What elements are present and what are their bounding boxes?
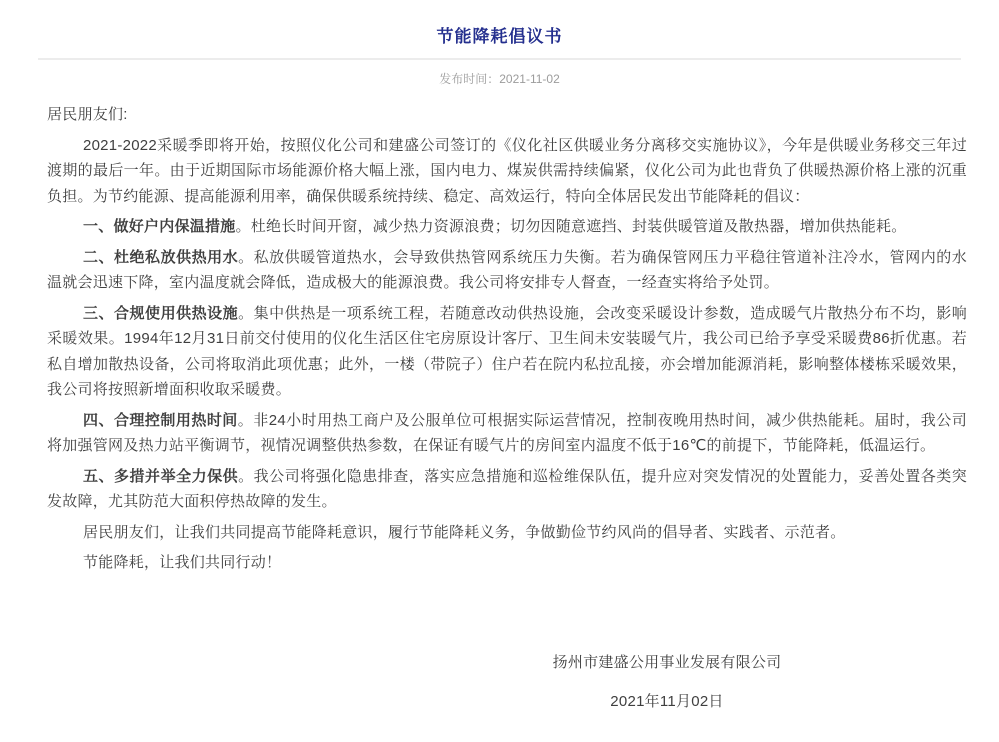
section-heading: 一、做好户内保温措施 <box>83 218 236 235</box>
publish-date-value: 2021-11-02 <box>499 72 560 86</box>
publish-date-row <box>0 72 999 87</box>
section-body: 。我公司将强化隐患排查，落实应急措施和巡检维保队伍，提升应对突发情况的处置能力，妥善处置各类突发故障，尤其防范大面积停热故障的发生。 <box>47 467 967 510</box>
section-paragraph <box>47 464 967 515</box>
section-paragraph <box>47 214 967 240</box>
article-body <box>0 87 999 715</box>
signature-block <box>47 650 967 715</box>
closing-paragraph-2: 节能降耗，让我们共同行动！ <box>83 554 282 571</box>
section-body: 。非24小时用热工商户及公服单位可根据实际运营情况，控制夜晚用热时间，减少供热能耗。届时，我公司将加强管网及热力站平衡调节，视情况调整供热参数，在保证有暖气片的房间室内温度不低于16℃的前提下，节能降耗，低温运行。 <box>47 411 967 454</box>
section-list <box>47 214 967 515</box>
page-title: 节能降耗倡议书 <box>436 27 563 46</box>
section-body: 。私放供暖管道热水，会导致供热管网系统压力失衡。若为确保管网压力平稳往管道补注冷水，管网内的水温就会迅速下降，室内温度就会降低，造成极大的能源浪费。我公司将安排专人督查，一经查实将给予处罚。 <box>47 248 967 291</box>
section-body: 。杜绝长时间开窗，减少热力资源浪费；切勿因随意遮挡、封装供暖管道及散热器，增加供热能耗。 <box>235 218 907 235</box>
salutation: 居民朋友们: <box>47 106 128 123</box>
signature-date: 2021年11月02日 <box>610 693 724 710</box>
header-divider <box>38 58 961 60</box>
section-heading: 三、合规使用供热设施 <box>83 304 239 322</box>
section-paragraph <box>47 245 967 296</box>
section-heading: 四、合理控制用热时间 <box>83 411 238 429</box>
section-heading: 二、杜绝私放供热用水 <box>83 248 239 266</box>
intro-paragraph: 2021-2022采暖季即将开始，按照仪化公司和建盛公司签订的《仪化社区供暖业务分离移交实施协议》，今年是供暖业务移交三年过渡期的最后一年。由于近期国际市场能源价格大幅上涨，国内电力、煤炭供需持续偏紧，仪化公司为此也背负了供暖热源价格上涨的沉重负担。为节约能源、提高能源利用率，确保供暖系统持续、稳定、高效运行，特向全体居民发出节能降耗的倡议： <box>47 136 967 205</box>
section-heading: 五、多措并举全力保供 <box>83 467 239 485</box>
section-paragraph <box>47 408 967 459</box>
section-paragraph <box>47 301 967 403</box>
publish-date-label: 发布时间： <box>439 72 500 86</box>
company-name: 扬州市建盛公用事业发展有限公司 <box>552 653 782 671</box>
section-body: 。集中供热是一项系统工程，若随意改动供热设施，会改变采暖设计参数，造成暖气片散热分布不均，影响采暖效果。1994年12月31日前交付使用的仪化生活区住宅房原设计客厅、卫生间未安装暖气片，我公司已给予享受采暖费86折优惠。若私自增加散热设备，公司将取消此项优惠；此外，一楼（带院子）住户若在院内私拉乱接，亦会增加能源消耗，影响整体楼栋采暖效果，我公司将按照新增面积收取采暖费。 <box>47 304 967 398</box>
closing-paragraph-1: 居民朋友们，让我们共同提高节能降耗意识，履行节能降耗义务，争做勤俭节约风尚的倡导者、实践者、示范者。 <box>83 523 846 541</box>
